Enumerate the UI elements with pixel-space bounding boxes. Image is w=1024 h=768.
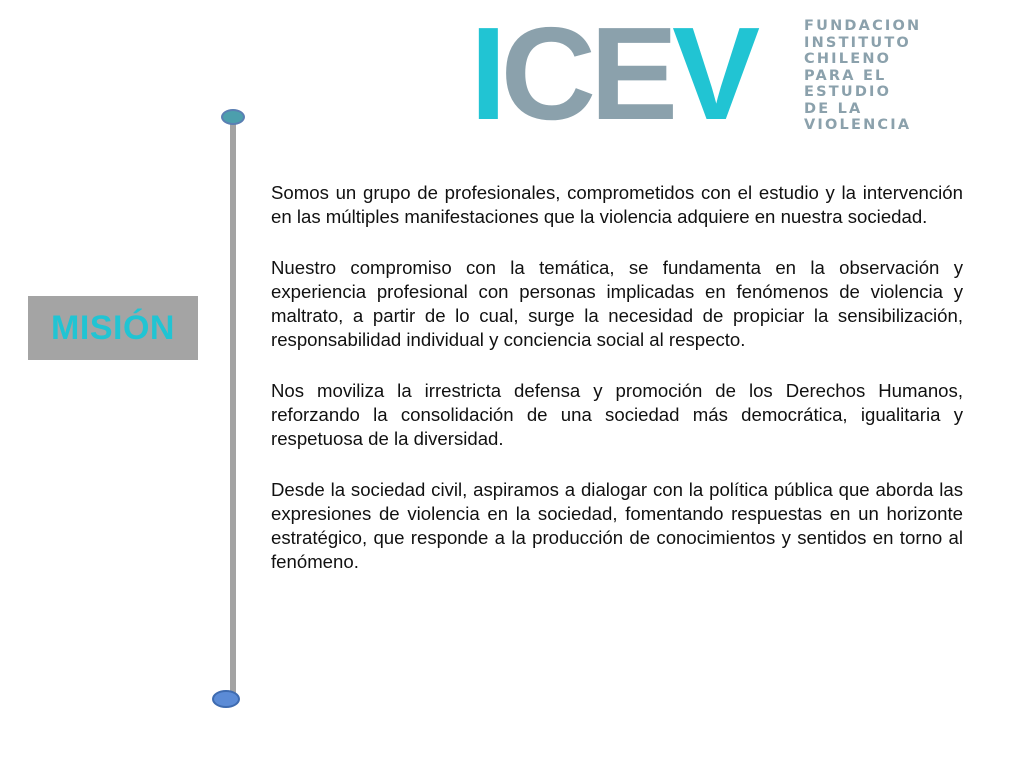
mission-paragraph-3: Nos moviliza la irrestricta defensa y promoción de los Derechos Humanos, reforzando la consolidación de una sociedad más democrática, igualitaria y respetuosa de la diversidad.	[271, 380, 963, 449]
mission-paragraph-2: Nuestro compromiso con la temática, se fundamenta en la observación y experiencia profesional con personas implicadas en fenómenos de violencia y maltrato, a partir de lo cual, surge la necesidad de propiciar la sensibilización, responsabilidad individual y conciencia social al respecto.	[271, 257, 963, 350]
tagline-line: PARA EL	[804, 67, 887, 84]
timeline-start-dot	[221, 109, 245, 125]
tagline-line: CHILENO	[804, 51, 892, 67]
logo-letter-e: E	[590, 0, 673, 147]
timeline-line	[230, 118, 236, 700]
logo-letter-i: I	[470, 0, 501, 147]
section-label-mision: MISIÓN	[28, 296, 198, 360]
logo-letter-c: C	[500, 0, 591, 147]
mission-text	[271, 181, 963, 601]
icev-logo	[470, 0, 1000, 147]
tagline-line: ESTUDIO	[804, 84, 892, 100]
mission-paragraph-1: Somos un grupo de profesionales, comprometidos con el estudio y la intervención en las múltiples manifestaciones que la violencia adquiere en nuestra sociedad.	[271, 182, 963, 227]
timeline-end-dot	[212, 690, 240, 708]
tagline-line: VIOLENCIA	[804, 117, 912, 133]
logo-tagline	[804, 18, 921, 134]
logo-letter-v: V	[672, 0, 755, 147]
logo-wordmark	[470, 0, 755, 147]
tagline-line: DE LA	[804, 100, 863, 117]
mission-paragraph-4: Desde la sociedad civil, aspiramos a dialogar con la política pública que aborda las expresiones de violencia en la sociedad, fomentando respuestas en un horizonte estratégico, que responde a la producción de conocimientos y sentidos en torno al fenómeno.	[271, 479, 963, 572]
tagline-line: INSTITUTO	[804, 34, 911, 51]
tagline-line: FUNDACION	[804, 18, 922, 34]
